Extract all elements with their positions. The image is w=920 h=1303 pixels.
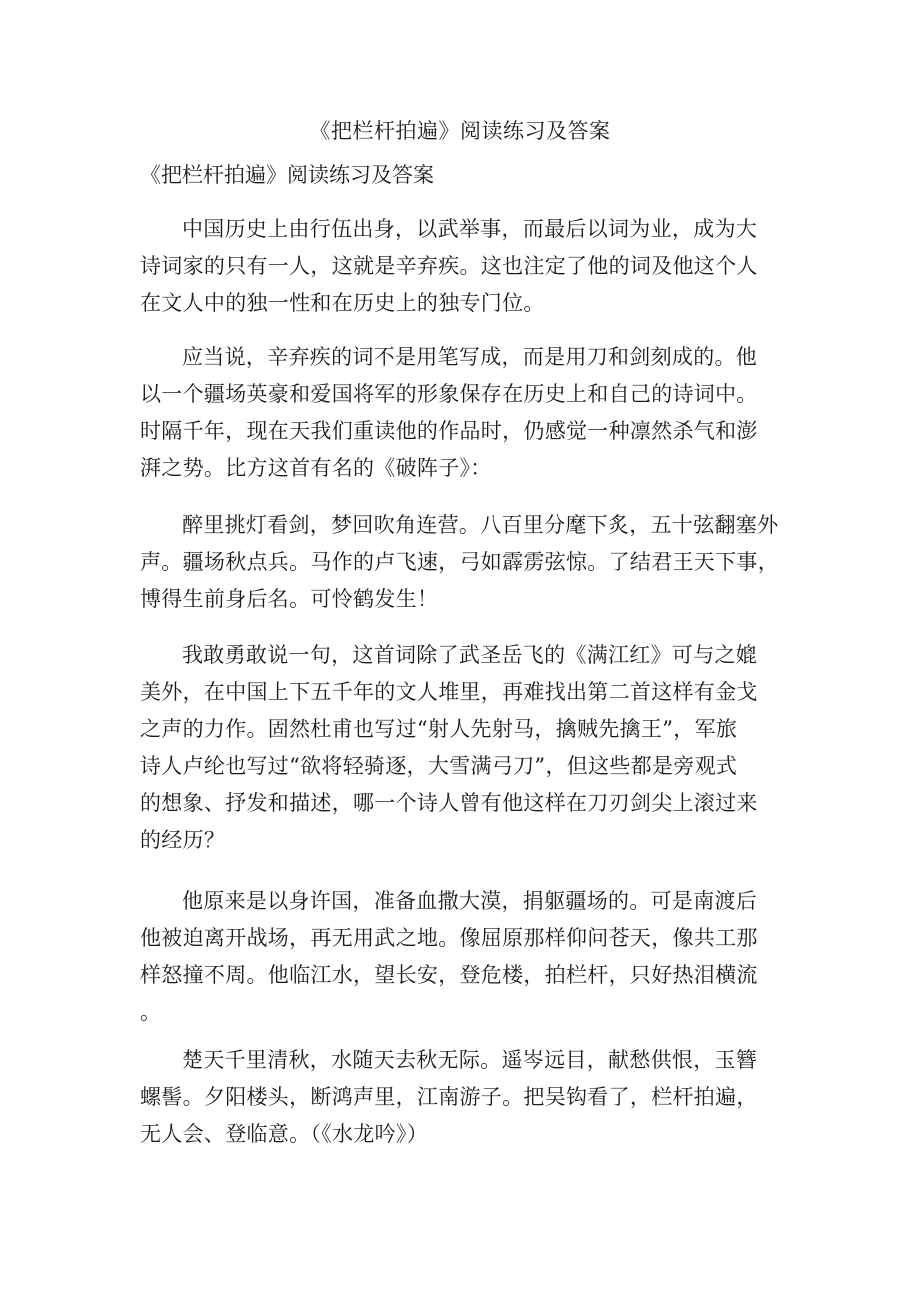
paragraph-line: 样怒撞不周。他临江水，望长安，登危楼，拍栏杆，只好热泪横流 xyxy=(140,963,758,987)
paragraph-line: 螺髻。夕阳楼头，断鸿声里，江南游子。把吴钩看了，栏杆拍遍， xyxy=(140,1085,758,1109)
paragraph-line: 他被迫离开战场，再无用武之地。像屈原那样仰问苍天，像共工那 xyxy=(140,926,758,950)
paragraph-line: 的经历？ xyxy=(140,828,226,852)
paragraph-line: 湃之势。比方这首有名的《破阵子》： xyxy=(140,456,492,480)
paragraph-4 xyxy=(140,637,758,859)
paragraph-line: 声。疆场秋点兵。马作的卢飞速，弓如霹雳弦惊。了结君王天下事， xyxy=(140,550,779,574)
paragraph-line: 美外，在中国上下五千年的文人堆里，再难找出第二首这样有金戈 xyxy=(140,680,758,704)
paragraph-line: 诗人卢纶也写过“欲将轻骑逐，大雪满弓刀”，但这些都是旁观式 xyxy=(140,754,738,778)
paragraph-line: 楚天千里清秋，水随天去秋无际。遥岑远目，献愁供恨，玉簪 xyxy=(182,1048,758,1072)
paragraph-line: 时隔千年，现在天我们重读他的作品时，仍感觉一种凛然杀气和澎 xyxy=(140,419,758,443)
paragraph-line: 醉里挑灯看剑，梦回吹角连营。八百里分麾下炙，五十弦翻塞外 xyxy=(182,513,779,537)
paragraph-line: 应当说，辛弃疾的词不是用笔写成，而是用刀和剑刻成的。他 xyxy=(182,345,758,369)
paragraph-line: 中国历史上由行伍出身，以武举事，而最后以词为业，成为大 xyxy=(182,217,758,241)
paragraph-line: 博得生前身后名。可怜鹤发生！ xyxy=(140,587,439,611)
paragraph-line: 的想象、抒发和描述，哪一个诗人曾有他这样在刀刃剑尖上滚过来 xyxy=(140,791,758,815)
document-title: 《把栏杆拍遍》阅读练习及答案 xyxy=(309,119,611,143)
paragraph-6-poem xyxy=(140,1042,758,1153)
paragraph-line: 无人会、登临意。（《水龙吟》） xyxy=(140,1122,428,1146)
paragraph-line: 诗词家的只有一人，这就是辛弃疾。这也注定了他的词及他这个人 xyxy=(140,254,758,278)
paragraph-line: 他原来是以身许国，准备血撒大漠，捐躯疆场的。可是南渡后 xyxy=(182,889,758,913)
document-subtitle: 《把栏杆拍遍》阅读练习及答案 xyxy=(140,163,434,187)
paragraph-line: 之声的力作。固然杜甫也写过“射人先射马，擒贼先擒王”，军旅 xyxy=(140,717,738,741)
paragraph-line: 以一个疆场英豪和爱国将军的形象保存在历史上和自己的诗词中。 xyxy=(140,382,758,406)
paragraph-line: 。 xyxy=(140,1000,162,1024)
paragraph-3-poem xyxy=(140,507,779,618)
paragraph-5 xyxy=(140,883,758,1031)
paragraph-1 xyxy=(140,211,758,322)
paragraph-2 xyxy=(140,339,758,487)
paragraph-line: 在文人中的独一性和在历史上的独专门位。 xyxy=(140,291,545,315)
paragraph-line: 我敢勇敢说一句，这首词除了武圣岳飞的《满江红》可与之媲 xyxy=(182,643,758,667)
